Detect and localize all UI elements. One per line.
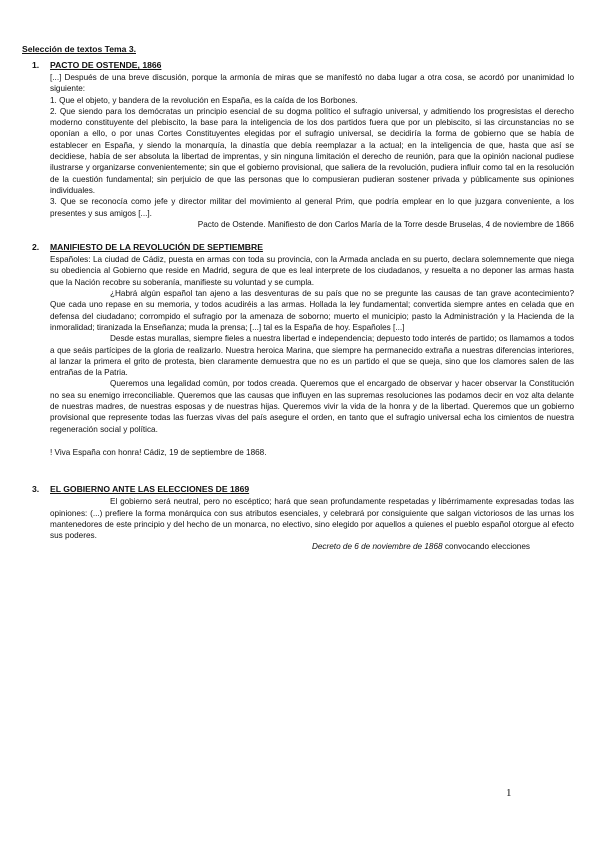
closing-line: ! Viva España con honra! Cádiz, 19 de septiembre de 1868.: [50, 447, 267, 457]
source-citation-italic: Decreto de 6 de noviembre de 1868: [311, 542, 443, 552]
section-number: 3.: [32, 484, 40, 495]
source-citation-rest: convocando elecciones: [442, 542, 530, 552]
section-title: MANIFIESTO DE LA REVOLUCIÓN DE SEPTIEMBRE: [50, 242, 263, 253]
document-page: [22, 44, 574, 553]
document-title: Selección de textos Tema 3.: [22, 44, 136, 54]
page-number: 1: [506, 787, 512, 799]
paragraph: Desde estas murallas, siempre fieles a nuestra libertad e independencia; depuesto todo interés de partido; os llamamos a todos a que seáis partícipes de la gloria de realizarlo. Nuestra heroica Marina, que siempre ha permanecido extraña a nuestras diferencias interiores, al lanzar la primera el grito de protesta, bien claramente demuestra que no es un partido el que se queja, sino que los clamores salen de las entrañas de la Patria.: [50, 334, 574, 378]
paragraph: 1. Que el objeto, y bandera de la revolución en España, es la caída de los Borbones.: [50, 95, 358, 105]
section-title: PACTO DE OSTENDE, 1866: [50, 60, 162, 70]
section-gobierno-elecciones: [22, 484, 574, 552]
paragraph: ¿Habrá algún español tan ajeno a las desventuras de su país que no se pregunte las causas de tan grave acontecimiento? Que cada uno repase en su memoria, y todos acudiréis a las armas. Hollada la ley fundamental; convertida siempre antes en celada que en defensa del ciudadano; corrompido el sufragio por la amenaza de soborno; muerto el municipio; pasto la Administración y la Hacienda de la inmoralidad; tiranizada la Enseñanza; muda la prensa; [...] tal es la España de hoy. Españoles [...]: [50, 289, 574, 332]
section-number: 2.: [32, 242, 40, 253]
source-citation: Pacto de Ostende. Manifiesto de don Carlos María de la Torre desde Bruselas, 4 de noviembre de 1866: [197, 219, 574, 229]
section-title: EL GOBIERNO ANTE LAS ELECCIONES DE 1869: [50, 484, 250, 495]
paragraph: Españoles: La ciudad de Cádiz, puesta en armas con toda su provincia, con la Armada anclada en su puerto, declara solemnemente que niega su obediencia al Gobierno que reside en Madrid, segura de que es leal interprete de los ciudadanos, y resuelta a no deponer las armas hasta que la Nación recobre su soberanía, manifieste su voluntad y se cumpla.: [50, 255, 574, 287]
source-citation: [50, 541, 574, 552]
section-pacto-ostende: [22, 60, 574, 230]
paragraph: 3. Que se reconocía como jefe y director militar del movimiento al general Prim, que podría emplear en lo que juzgara conveniente, a los presentes y sus amigos [...].: [50, 197, 574, 218]
section-manifiesto: [22, 242, 574, 458]
paragraph: 2. Que siendo para los demócratas un principio esencial de su dogma político el sufragio universal, y admitiendo los progresistas el derecho moderno constituyente del plebiscito, la base para la inteligencia de los dos partidos fuera que por un plebiscito, si las circunstancias no se oponían a ello, o por unas Cortes Constituyentes elegidas por el sufragio universal, se decidiría la forma de gobierno que se había de establecer en España, y siendo la monarquía, la dinastía que debía reemplazar a la actual; en la inteligencia de que, hasta que así se decidiese, había de ser absoluta la libertad de imprentas, y sin ninguna limitación el derecho de reunión, para que la opinión nacional pudiese ilustrarse y organizarse convenientemente; sin que el gobierno provisional, que saliera de la revolución, pudiera influir como tal en la resolución de la cuestión fundamental; sin perjuicio de que las personas que lo compusieran pudieran sostener privada y públicamente sus opiniones individuales.: [50, 106, 574, 195]
paragraph: El gobierno será neutral, pero no escéptico; hará que sean profundamente respetadas y libérrimamente expresadas todas las opiniones: (...) prefiere la forma monárquica con sus atributos esenciales, y celebrará por consiguiente que salgan victoriosos de las urnas los mantenedores de este principio y del hecho de un monarca, no electivo, sino elegido por aquellos a quienes el pueblo español otorgue al efecto sus poderes.: [50, 497, 574, 541]
paragraph: Queremos una legalidad común, por todos creada. Queremos que el encargado de observar y hacer observar la Constitución no sea su enemigo irreconciliable. Queremos que las causas que influyen en las supremas resoluciones las podamos decir en voz alta delante de nuestras madres, de nuestras esposas y de nuestras hijas. Queremos vivir la vida de la honra y de la libertad. Queremos que un gobierno provisional que represente todas las fuerzas vivas del país asegure el orden, en tanto que el sufragio universal echa los cimientos de nuestra regeneración social y política.: [50, 379, 574, 434]
paragraph: [...] Después de una breve discusión, porque la armonía de miras que se manifestó no daba lugar a otra cosa, se acordó por unanimidad lo siguiente:: [50, 73, 574, 94]
section-number: 1.: [32, 60, 40, 70]
